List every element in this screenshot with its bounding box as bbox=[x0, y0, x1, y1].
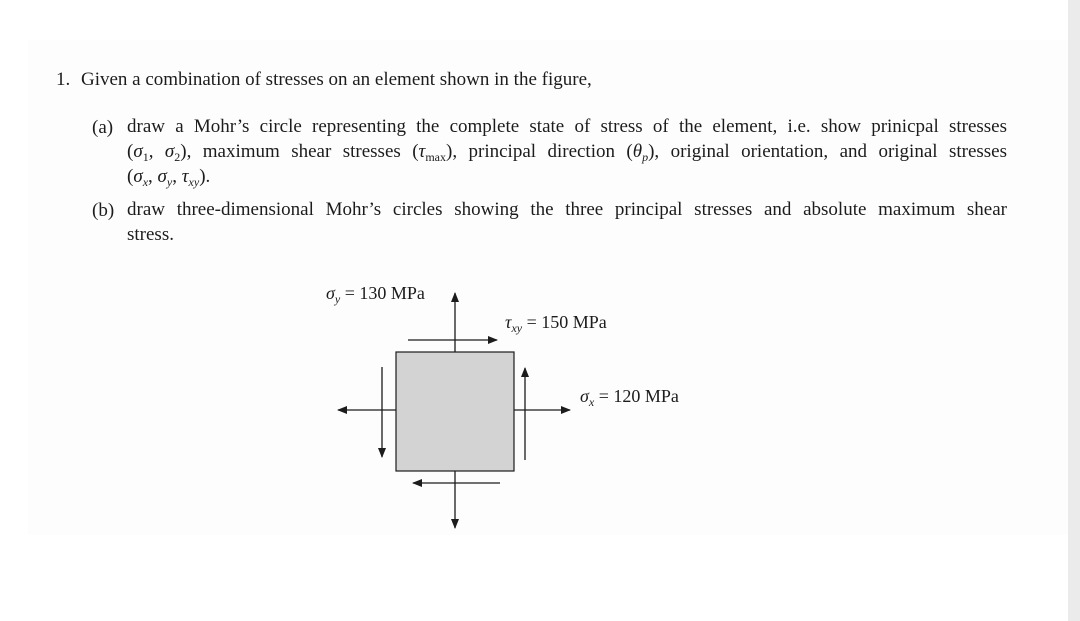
part-b-label: (b) bbox=[92, 200, 115, 221]
question-intro: Given a combination of stresses on an element shown in the figure, bbox=[81, 69, 592, 90]
part-a-line-2: ($\sigma_1$, $\sigma_2$), maximum shear stresses $(\tau_{max})$, principal direction $(\theta_p)$, original orientation, and original stresses bbox=[127, 141, 1008, 164]
stress-element bbox=[396, 352, 514, 471]
tau-xy-label: $\tau_{xy} = 150$ MPa bbox=[505, 312, 607, 335]
part-b-line-1: draw three-dimensional Mohr’s circles showing the three principal stresses and absolute maximum shear bbox=[127, 199, 1007, 220]
question-number: 1. bbox=[56, 69, 71, 90]
part-a-label: (a) bbox=[92, 117, 114, 138]
sigma-x-label: $\sigma_x = 120$ MPa bbox=[580, 386, 679, 409]
sigma-y-label: $\sigma_y = 130$ MPa bbox=[326, 283, 425, 306]
part-b-line-2: stress. bbox=[127, 224, 174, 245]
part-a-line-1: draw a Mohr’s circle representing the complete state of stress of the element, i.e. show prinicpal stresses bbox=[127, 116, 1007, 137]
part-a-line-3: ($\sigma_x$, $\sigma_y$, $\tau_{xy}$). bbox=[127, 166, 211, 189]
